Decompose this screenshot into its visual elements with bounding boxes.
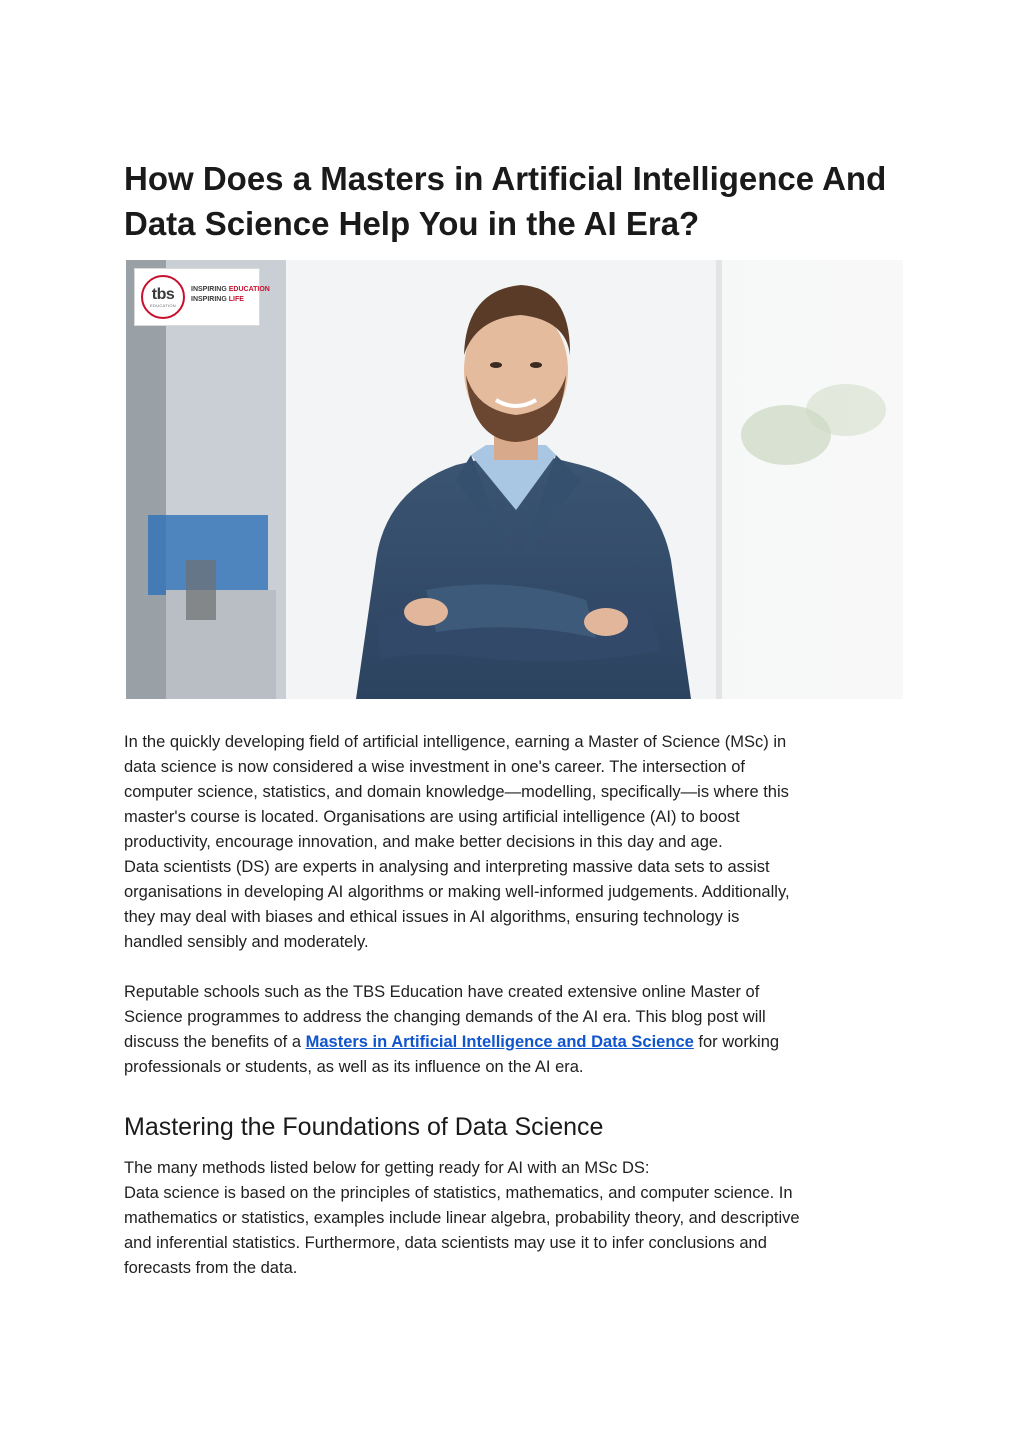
logo-tagline (191, 285, 270, 305)
text-line: and inferential statistics. Furthermore, data scientists may use it to infer conclusions and (124, 1234, 767, 1252)
intro-paragraph (124, 730, 914, 955)
tagline-line-2 (191, 295, 270, 305)
text-line: mathematics or statistics, examples include linear algebra, probability theory, and descriptive (124, 1209, 800, 1227)
text-line: Science programmes to address the changing demands of the AI era. This blog post will (124, 1008, 766, 1026)
tagline-word-accent: LIFE (228, 296, 244, 303)
text-line: they may deal with biases and ethical issues in AI algorithms, ensuring technology is (124, 908, 740, 926)
text-line: The many methods listed below for getting ready for AI with an MSc DS: (124, 1159, 650, 1177)
text-line: Reputable schools such as the TBS Education have created extensive online Master of (124, 983, 760, 1001)
logo-mark-text: tbs (151, 285, 175, 303)
text-line: handled sensibly and moderately. (124, 933, 369, 951)
text-line: professionals or students, as well as its influence on the AI era. (124, 1058, 584, 1076)
text-line: Data scientists (DS) are experts in analysing and interpreting massive data sets to assist (124, 858, 770, 876)
masters-ai-ds-link[interactable]: Masters in Artificial Intelligence and Data Science (305, 1033, 694, 1051)
second-paragraph (124, 980, 914, 1080)
text-line: Data science is based on the principles of statistics, mathematics, and computer science. In (124, 1184, 793, 1202)
hero-image (126, 260, 903, 699)
text-line: master's course is located. Organisations are using artificial intelligence (AI) to boost (124, 808, 740, 826)
section-paragraph (124, 1156, 914, 1281)
tagline-line-1 (191, 285, 270, 295)
tagline-word-accent: EDUCATION (228, 286, 270, 293)
text-line: productivity, encourage innovation, and make better decisions in this day and age. (124, 833, 723, 851)
text-line: computer science, statistics, and domain knowledge—modelling, specifically—is where this (124, 783, 789, 801)
section-heading: Mastering the Foundations of Data Science (124, 1113, 604, 1141)
text-line: data science is now considered a wise investment in one's career. The intersection of (124, 758, 746, 776)
article-title: How Does a Masters in Artificial Intelligence And Data Science Help You in the AI Era? (124, 160, 887, 242)
tagline-word: INSPIRING (191, 286, 229, 293)
text-segment: for working (693, 1033, 780, 1051)
text-line: In the quickly developing field of artificial intelligence, earning a Master of Science (MSc) in (124, 733, 787, 751)
tbs-logo-icon (141, 275, 185, 319)
text-line: organisations in developing AI algorithms or making well-informed judgements. Additionally, (124, 883, 790, 901)
text-segment: discuss the benefits of a (124, 1033, 306, 1051)
tagline-word: INSPIRING (191, 296, 229, 303)
tbs-education-logo (134, 268, 270, 326)
text-line: forecasts from the data. (124, 1259, 298, 1277)
text-line-with-link (124, 1030, 914, 1055)
logo-sub-text: EDUCATION (150, 302, 176, 308)
